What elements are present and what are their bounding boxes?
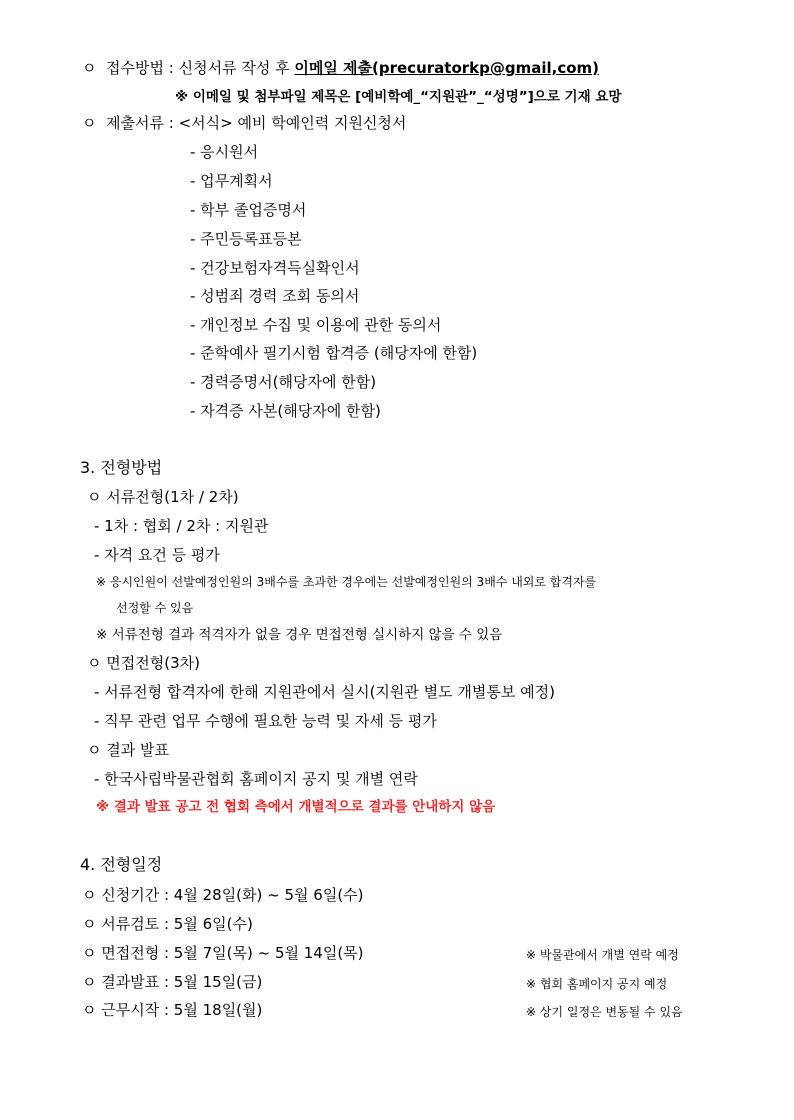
doc-item: - 성범죄 경력 조회 동의서 xyxy=(190,287,360,305)
doc-item: - 건강보험자격득실확인서 xyxy=(190,259,360,277)
result-heading: ㅇ 결과 발표 xyxy=(87,741,169,759)
doc-item: - 경력증명서(해당자에 한함) xyxy=(190,373,377,391)
schedule-row: ㅇ 서류검토 : 5월 6일(수) xyxy=(82,915,253,933)
doc-item: - 업무계획서 xyxy=(190,172,273,190)
email-submission-link[interactable]: 이메일 제출(precuratorkp@gmail,com) xyxy=(294,59,600,77)
doc-screening-note-cont: 선정할 수 있음 xyxy=(116,601,194,615)
section-4-title: 4. 전형일정 xyxy=(80,855,163,874)
doc-screening-note-2: ※ 서류전형 결과 적격자가 없을 경우 면접전형 실시하지 않을 수 있음 xyxy=(96,627,503,643)
schedule-row: ㅇ 신청기간 : 4월 28일(화) ~ 5월 6일(수) xyxy=(82,886,364,904)
doc-item: - 준학예사 필기시험 합격증 (해당자에 한함) xyxy=(190,344,478,362)
doc-item: - 응시원서 xyxy=(190,143,259,161)
interview-item: - 서류전형 합격자에 한해 지원관에서 실시(지원관 별도 개별통보 예정) xyxy=(94,683,555,701)
doc-item: - 주민등록표등본 xyxy=(190,230,302,248)
doc-screening-note: ※ 응시인원이 선발예정인원의 3배수를 초과한 경우에는 선발예정인원의 3배수 내외로 합격자를 xyxy=(96,575,597,589)
email-title-note: ※ 이메일 및 첨부파일 제목은 [예비학예_“지원관”_“성명”]으로 기재 요망 xyxy=(175,89,622,105)
result-warning: ※ 결과 발표 공고 전 협회 측에서 개별적으로 결과를 안내하지 않음 xyxy=(96,799,496,815)
result-item: - 한국사립박물관협회 홈페이지 공지 및 개별 연락 xyxy=(94,770,418,788)
doc-screening-heading: ㅇ 서류전형(1차 / 2차) xyxy=(87,488,239,506)
doc-item: - 자격증 사본(해당자에 한함) xyxy=(190,402,381,420)
schedule-row: ㅇ 근무시작 : 5월 18일(월) xyxy=(82,1001,263,1019)
bullet-circle: ㅇ xyxy=(82,114,97,132)
interview-heading: ㅇ 면접전형(3차) xyxy=(87,654,200,672)
submission-docs-label: 제출서류 : <서식> 예비 학예인력 지원신청서 xyxy=(106,114,407,132)
doc-item: - 개인정보 수집 및 이용에 관한 동의서 xyxy=(190,316,442,334)
bullet-circle: ㅇ xyxy=(82,59,97,77)
schedule-row: ㅇ 면접전형 : 5월 7일(목) ~ 5월 14일(목) xyxy=(82,944,364,962)
doc-screening-item: - 자격 요건 등 평가 xyxy=(94,546,220,564)
submission-docs-line xyxy=(82,113,406,133)
interview-item: - 직무 관련 업무 수행에 필요한 능력 및 자세 등 평가 xyxy=(94,712,437,730)
submission-method-line xyxy=(82,58,599,78)
schedule-note: ※ 상기 일정은 변동될 수 있음 xyxy=(526,1005,683,1019)
submission-method-label: 접수방법 : 신청서류 작성 후 xyxy=(106,59,295,77)
schedule-note: ※ 박물관에서 개별 연락 예정 xyxy=(526,948,679,962)
schedule-note: ※ 협회 홈페이지 공지 예정 xyxy=(526,977,668,991)
schedule-row: ㅇ 결과발표 : 5월 15일(금) xyxy=(82,973,263,991)
section-3-title: 3. 전형방법 xyxy=(80,458,163,477)
doc-screening-item: - 1차 : 협회 / 2차 : 지원관 xyxy=(94,517,269,535)
doc-item: - 학부 졸업증명서 xyxy=(190,201,307,219)
